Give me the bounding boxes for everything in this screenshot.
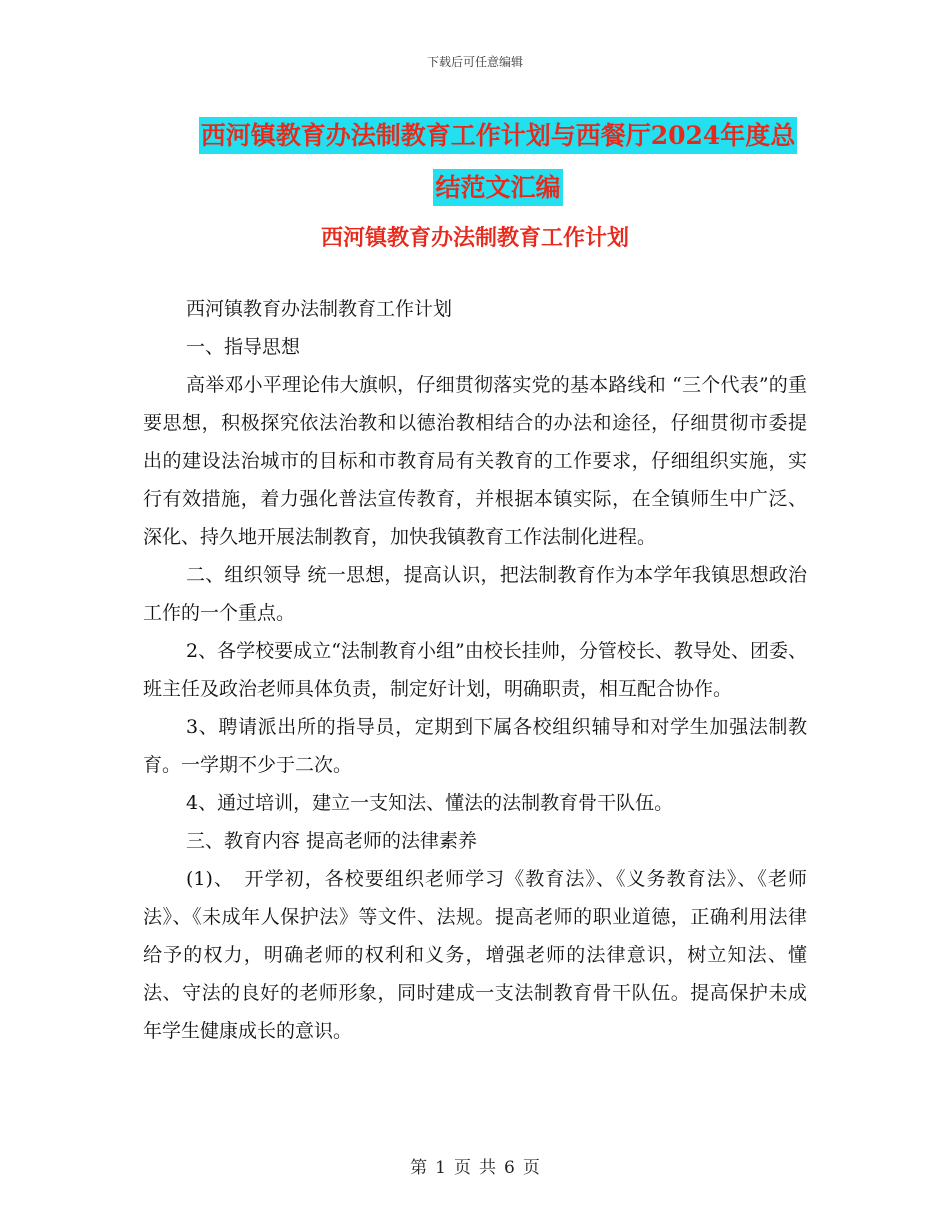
paragraph: 高举邓小平理论伟大旗帜，仔细贯彻落实党的基本路线和 “三个代表”的重要思想，积极探究依法治教和以德治教相结合的办法和途径，仔细贯彻市委提出的建设法治城市的目标和市教育局有关教育的工作要求，仔细组织实施，实行有效措施，着力强化普法宣传教育，并根据本镇实际，在全镇师生中广泛、深化、持久地开展法制教育，加快我镇教育工作法制化进程。 [143, 374, 807, 548]
document-body [143, 290, 807, 1050]
page-number: 1 [435, 1158, 446, 1178]
page-footer [0, 1153, 950, 1178]
paragraph: 3、聘请派出所的指导员，定期到下属各校组织辅导和对学生加强法制教育。一学期不少于二次。 [143, 716, 807, 776]
footer-suffix: 页 [522, 1158, 540, 1178]
footer-mid2: 共 [479, 1158, 496, 1178]
paragraph: (1)、 开学初，各校要组织老师学习《教育法》、《义务教育法》、《老师法》、《未成年人保护法》等文件、法规。提高老师的职业道德，正确利用法律给予的权力，明确老师的权利和义务，增强老师的法律意识，树立知法、懂法、守法的良好的老师形象，同时建成一支法制教育骨干队伍。提高保护未成年学生健康成长的意识。 [143, 868, 807, 1042]
paragraph: 一、指导思想 [186, 336, 301, 358]
paragraph: 4、通过培训，建立一支知法、懂法的法制教育骨干队伍。 [186, 792, 674, 814]
page-total: 6 [504, 1158, 515, 1178]
paragraph: 二、组织领导 统一思想，提高认识，把法制教育作为本学年我镇思想政治工作的一个重点。 [143, 564, 807, 624]
document-title-line-1: 西河镇教育办法制教育工作计划与西餐厅2024年度总 [199, 117, 798, 154]
paragraph: 2、各学校要成立“法制教育小组”由校长挂帅，分管校长、教导处、团委、班主任及政治老师具体负责，制定好计划，明确职责，相互配合协作。 [143, 640, 807, 700]
paragraph: 三、教育内容 提高老师的法律素养 [186, 830, 478, 852]
section-title: 西河镇教育办法制教育工作计划 [320, 225, 629, 251]
document-title [188, 110, 808, 214]
paragraph: 西河镇教育办法制教育工作计划 [186, 298, 453, 320]
footer-mid1: 页 [454, 1158, 471, 1178]
header-note: 下载后可任意编辑 [426, 55, 523, 69]
footer-prefix: 第 [410, 1158, 428, 1178]
document-title-line-2: 结范文汇编 [433, 169, 562, 206]
